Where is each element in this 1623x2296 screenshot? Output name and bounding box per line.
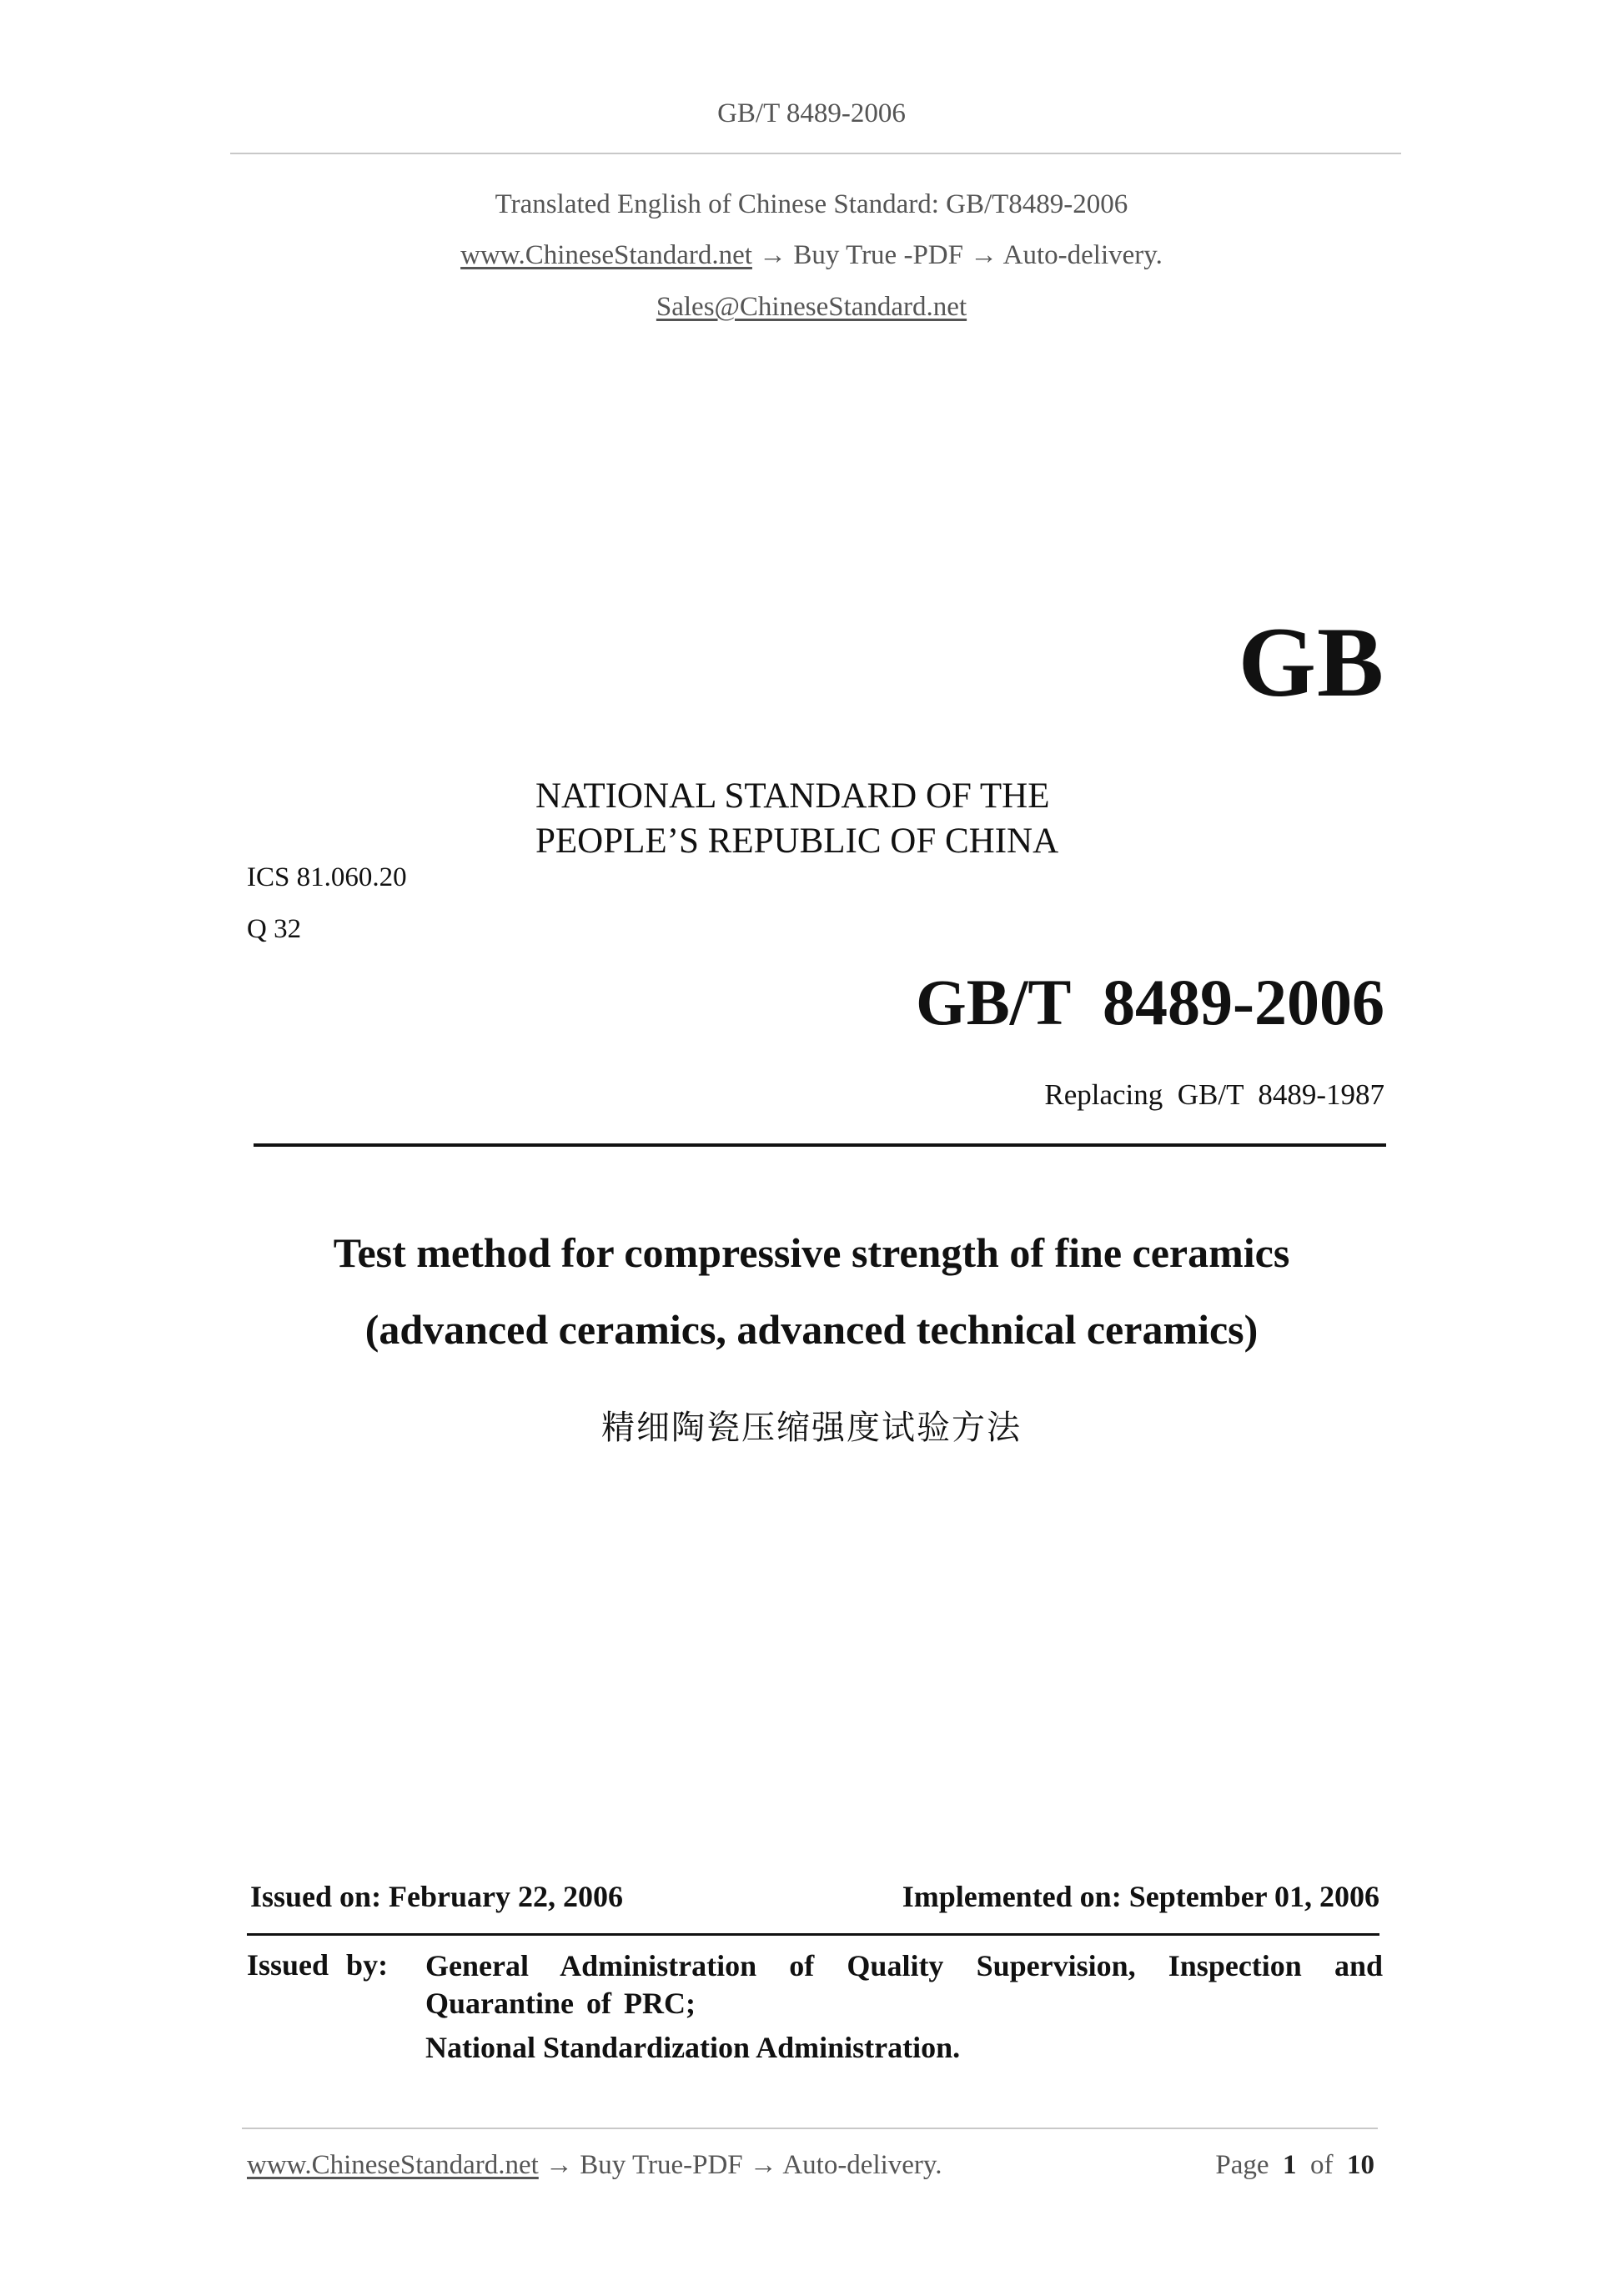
page-indicator xyxy=(1215,2150,1374,2181)
document-title-zh: 精细陶瓷压缩强度试验方法 xyxy=(601,1409,1022,1447)
gb-logo: GB xyxy=(1238,606,1384,717)
arrow-icon: → xyxy=(545,2150,574,2180)
issued-by-org2: National Standardization Administration. xyxy=(425,2031,961,2064)
page-total: 10 xyxy=(1347,2150,1374,2180)
translation-note: Translated English of Chinese Standard: GB/T8489-2006 xyxy=(495,189,1128,219)
national-standard-line1: NATIONAL STANDARD OF THE xyxy=(535,776,1050,816)
footer-website-link[interactable]: www.ChineseStandard.net xyxy=(247,2150,539,2180)
standard-number: GB/T 8489-2006 xyxy=(916,966,1384,1038)
footer-purchase-line xyxy=(247,2150,942,2181)
running-header: GB/T 8489-2006 xyxy=(717,98,906,128)
page-current: 1 xyxy=(1283,2150,1297,2180)
sales-email-link[interactable]: Sales@ChineseStandard.net xyxy=(656,292,967,322)
dates-divider xyxy=(247,1933,1379,1936)
page-label: Page xyxy=(1215,2150,1269,2180)
title-divider xyxy=(254,1143,1386,1147)
header-divider xyxy=(230,153,1401,154)
implemented-on-date: Implemented on: September 01, 2006 xyxy=(902,1880,1379,1913)
sales-email-line xyxy=(0,292,1623,323)
title-en-line1: Test method for compressive strength of fine ceramics xyxy=(333,1229,1290,1276)
ics-code: ICS 81.060.20 xyxy=(247,862,407,892)
replacing-standard: Replacing GB/T 8489-1987 xyxy=(1044,1078,1384,1111)
national-standard-heading xyxy=(535,774,1058,864)
ccs-code: Q 32 xyxy=(247,914,302,944)
purchase-line xyxy=(0,240,1623,271)
arrow-icon: → xyxy=(970,240,998,270)
page-of-label: of xyxy=(1310,2150,1334,2180)
issued-by-label: Issued by: xyxy=(247,1948,389,1982)
title-en-line2: (advanced ceramics, advanced technical ceramics) xyxy=(364,1306,1259,1353)
issued-on-date: Issued on: February 22, 2006 xyxy=(250,1880,624,1913)
issued-by-org1: General Administration of Quality Supervision, Inspection and Quarantine of PRC; xyxy=(425,1949,1383,2020)
footer-divider xyxy=(242,2128,1378,2129)
document-title-en xyxy=(0,1214,1623,1368)
website-link[interactable]: www.ChineseStandard.net xyxy=(460,240,752,270)
footer-buy-pdf-text: Buy True-PDF xyxy=(580,2150,743,2180)
arrow-icon: → xyxy=(759,240,787,270)
footer-auto-delivery-text: Auto-delivery. xyxy=(782,2150,942,2180)
arrow-icon: → xyxy=(749,2150,777,2180)
auto-delivery-text: Auto-delivery. xyxy=(1002,240,1163,270)
buy-pdf-text: Buy True -PDF xyxy=(793,240,963,270)
national-standard-line2: PEOPLE’S REPUBLIC OF CHINA xyxy=(535,821,1059,861)
